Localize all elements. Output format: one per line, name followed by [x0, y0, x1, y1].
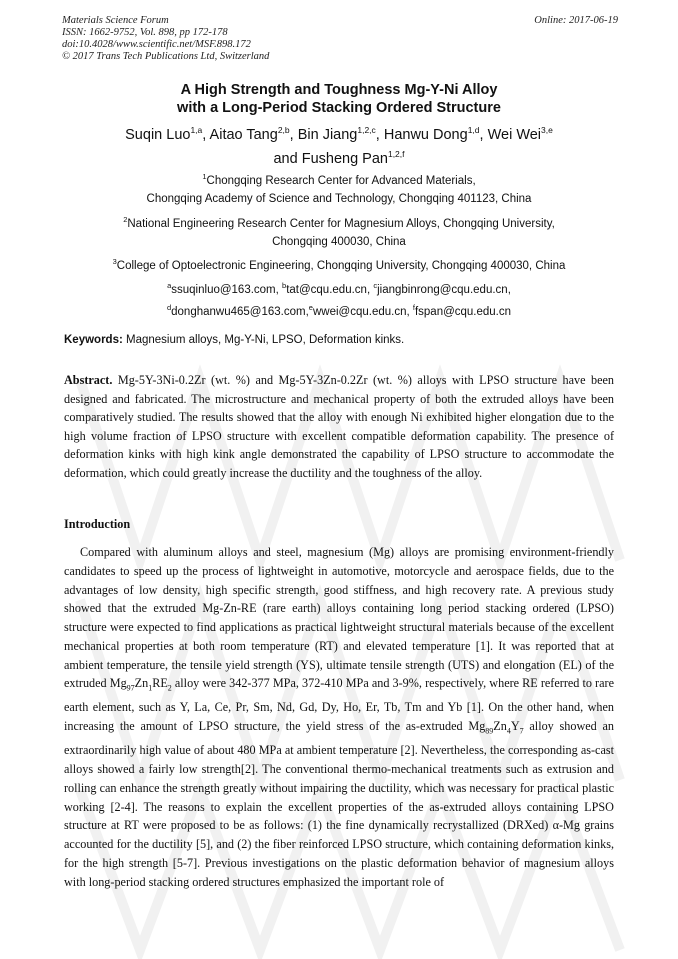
introduction-paragraph: Compared with aluminum alloys and steel, magnesium (Mg) alloys are promising environment-friendly candidates to speed up the process of lightweight in automotive, motorcycle and aerospace fields, due to the advantages of low density, high specific strength, good stiffness, and high recovery rate. A previous study showed that the extruded Mg-Zn-RE (rare earth) alloys containing long period stacking ordered (LPSO) structure were expected to find applications as practical lightweight structural materials because of the excellent mechanical properties at both room temperature (RT) and elevated temperature [1]. It was reported that at ambient temperature, the tensile yield strength (YS), ultimate tensile strength (UTS) and elongation (EL) of the extruded $Mg_{97}Zn_1RE_2$ alloy were 342-377 MPa, 372-410 MPa and 3-9%, respectively, where RE referred to rare earth element, such as Y, La, Ce, Pr, Sm, Nd, Gd, Dy, Ho, Er, Tb, Tm and Yb [1]. On the other hand, when increasing the amount of LPSO structure, the yield stress of the as-extruded $Mg_{89}Zn_4Y_7$ alloy showed an extraordinarily high value of about 480 MPa at ambient temperature [2]. Nevertheless, the corresponding as-cast alloys showed a fairly low strength[2]. The conventional thermo-mechanical treatments such as extrusion and rolling can enhance the strength greatly without impairing the ductility, which was necessary for practical plastic working [2-4]. The reasons to explain the excellent properties of the as-extruded alloys containing LPSO structure at RT were proposed to be as follows: (1) the fine dynamically recrystallized (DRXed) α-Mg grains accounted for the ductility [5], and (2) the fiber reinforced LPSO structure, which containing deformation kinks, for the high strength [5-7]. Previous investigations on the plastic deformation behavior of magnesium alloys with long-period stacking ordered structures emphasized the important role of [64, 545, 615, 889]
section-heading-introduction: Introduction [64, 517, 131, 531]
email-e[interactable]: wwei@cqu.edu.cn [312, 305, 407, 318]
title-line-2: with a Long-Period Stacking Ordered Structure [177, 100, 501, 116]
email-d[interactable]: donghanwu465@163.com [171, 305, 306, 318]
author-sup: 2,b [277, 125, 290, 135]
issn-line: ISSN: 1662-9752, Vol. 898, pp 172-178 [62, 27, 228, 38]
author-name: Aitao Tang [209, 126, 278, 143]
author-name: Bin Jiang [297, 126, 358, 143]
email-f[interactable]: fspan@cqu.edu.cn [414, 305, 512, 318]
author-sup: 1,d [467, 125, 480, 135]
email-c[interactable]: jiangbinrong@cqu.edu.cn [377, 283, 508, 296]
affiliation-3: $^3$College of Optoelectronic Engineering, Chongqing University, Chongqing 400030, China [112, 257, 566, 272]
paper-title [40, 81, 638, 117]
abstract-text: Mg-5Y-3Ni-0.2Zr (wt. %) and Mg-5Y-3Zn-0.2Zr (wt. %) alloys with LPSO structure have been designed and fabricated. The microstructure and mechanical property of both the extruded alloys have been comparatively studied. The results showed that the alloy with enough Ni exhibited higher elongation due to the high volume fraction of LPSO structure with excellent compatible deformation capability. The presence of deformation kinks with high kink angle demonstrated the capability of LPSO structure to accommodate the deformation, which could greatly increase the ductility and the toughness of the alloy. [64, 373, 614, 480]
author-sup: 1,2,f [387, 148, 405, 159]
email-a[interactable]: ssuqinluo@163.com [171, 283, 276, 296]
title-line-1: A High Strength and Toughness Mg-Y-Ni Alloy [180, 82, 498, 98]
author-name: and Fusheng Pan [273, 150, 388, 167]
abstract-label: Abstract. [64, 373, 113, 387]
keywords [64, 334, 616, 346]
author-list [40, 121, 638, 169]
author-name: Suqin Luo [125, 126, 191, 143]
journal-header [62, 15, 618, 63]
authors-line-1: Suqin Luo$^{1,a}$, Aitao Tang$^{2,b}$, Bin Jiang$^{1,2,c}$, Hanwu Dong$^{1,d}$, Wei Wei$^{3,e}$ [125, 125, 553, 143]
online-date: Online: 2017-06-19 [534, 15, 618, 26]
journal-name: Materials Science Forum [62, 15, 169, 26]
author-name: Hanwu Dong [383, 126, 468, 143]
abstract [64, 371, 614, 483]
alloy-formula-1: $Mg_{97}Zn_1RE_2$ [109, 676, 172, 693]
author-name: Wei Wei [487, 126, 542, 143]
author-sup: 1,2,c [357, 125, 376, 135]
email-b[interactable]: tat@cqu.edu.cn [286, 283, 367, 296]
author-sup: 1,a [190, 125, 203, 135]
author-emails: $^a$ssuqinluo@163.com, $^b$tat@cqu.edu.cn, $^c$jiangbinrong@cqu.edu.cn, $^d$donghanwu465@163.com,$^e$wwei@cqu.edu.cn, $^f$fspan@cqu.edu.cn [166, 281, 512, 318]
alloy-formula-2: $Mg_{89}Zn_4Y_7$ [468, 719, 524, 736]
doi-line: doi:10.4028/www.scientific.net/MSF.898.172 [62, 39, 251, 50]
copyright-line: © 2017 Trans Tech Publications Ltd, Switzerland [62, 51, 270, 62]
affiliation-2: $^2$National Engineering Research Center for Magnesium Alloys, Chongqing University, Chongqing 400030, China [123, 215, 555, 248]
authors-line-2 [40, 145, 638, 169]
affiliation-1: $^1$Chongqing Research Center for Advanced Materials, Chongqing Academy of Science and Technology, Chongqing 401123, China [146, 172, 532, 205]
author-sup: 3,e [541, 125, 553, 135]
keywords-label: Keywords: [64, 334, 123, 346]
keywords-text: Magnesium alloys, Mg-Y-Ni, LPSO, Deformation kinks. [126, 334, 405, 346]
